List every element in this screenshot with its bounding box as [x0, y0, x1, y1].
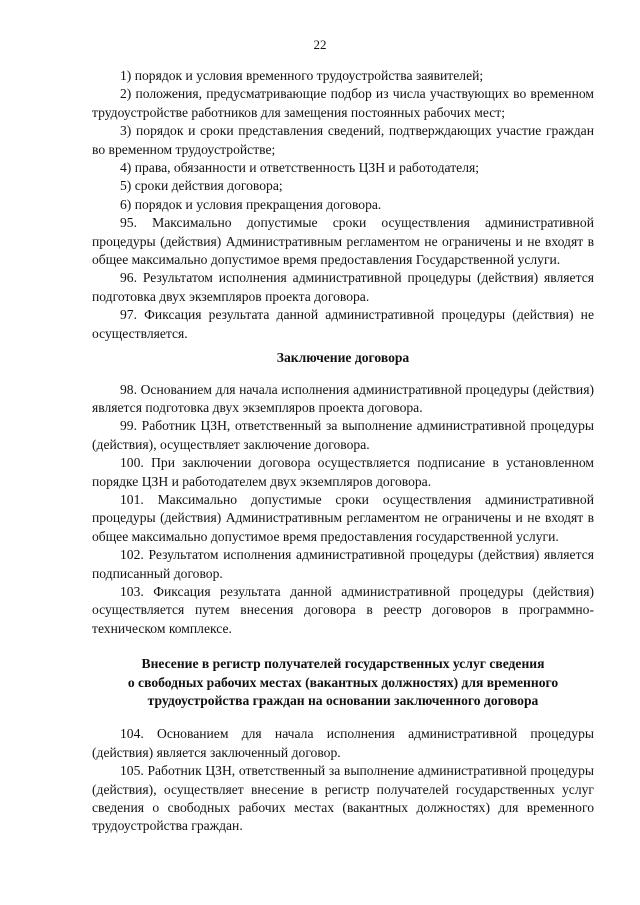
section-heading-contract: Заключение договора — [276, 350, 410, 366]
paragraph: 2) положения, предусматривающие подбор из числа участвующих во временном трудоустройстве работников для замещения постоянных рабочих мест; — [92, 86, 594, 120]
paragraph: 99. Работник ЦЗН, ответственный за выполнение административной процедуры (действия), осуществляет заключение договора. — [92, 418, 594, 452]
paragraph: 101. Максимально допустимые сроки осуществления административной процедуры (действия) Административным регламентом не ограничены и не входят в общее максимально допустимое время предоставления государственной услуги. — [92, 491, 594, 544]
paragraph: 105. Работник ЦЗН, ответственный за выполнение административной процедуры (действия), осуществляет внесение в регистр получателей государственных услуг сведения о свободных рабочих местах (вакантных должностях) для временного трудоустройства граждан. — [92, 763, 594, 834]
document-body — [92, 67, 594, 836]
paragraph: 102. Результатом исполнения административной процедуры (действия) является подписанный договор. — [92, 547, 594, 581]
paragraph: 100. При заключении договора осуществляется подписание в установленном порядке ЦЗН и работодателем двух экземпляров договора. — [92, 455, 594, 489]
paragraph: 104. Основанием для начала исполнения административной процедуры (действия) является заключенный договор. — [92, 726, 594, 760]
paragraph: 1) порядок и условия временного трудоустройства заявителей; — [120, 68, 484, 83]
paragraph: 95. Максимально допустимые сроки осуществления административной процедуры (действия) Административным регламентом не ограничены и не входят в общее максимально допустимое время предоставления Государственной услуги. — [92, 215, 594, 268]
paragraph: 103. Фиксация результата данной административной процедуры (действия) осуществляется путем внесения договора в реестр договоров в программно-техническом комплексе. — [92, 583, 594, 636]
page-number: 22 — [313, 37, 327, 52]
heading-line: трудоустройства граждан на основании заключенного договора — [147, 693, 539, 708]
paragraph: 6) порядок и условия прекращения договора. — [120, 196, 382, 212]
heading-line: о свободных рабочих местах (вакантных должностях) для временного — [127, 674, 559, 690]
paragraph: 5) сроки действия договора; — [120, 178, 283, 194]
paragraph: 97. Фиксация результата данной административной процедуры (действия) не осуществляется. — [92, 307, 594, 341]
paragraph: 4) права, обязанности и ответственность ЦЗН и работодателя; — [120, 160, 480, 176]
paragraph: 96. Результатом исполнения административной процедуры (действия) является подготовка двух экземпляров проекта договора. — [92, 270, 594, 304]
section-heading-register — [92, 655, 594, 710]
heading-line: Внесение в регистр получателей государственных услуг сведения — [141, 656, 545, 672]
paragraph: 3) порядок и сроки представления сведений, подтверждающих участие граждан во временном трудоустройстве; — [92, 123, 594, 157]
paragraph: 98. Основанием для начала исполнения административной процедуры (действия) является подготовка двух экземпляров проекта договора. — [92, 381, 594, 415]
